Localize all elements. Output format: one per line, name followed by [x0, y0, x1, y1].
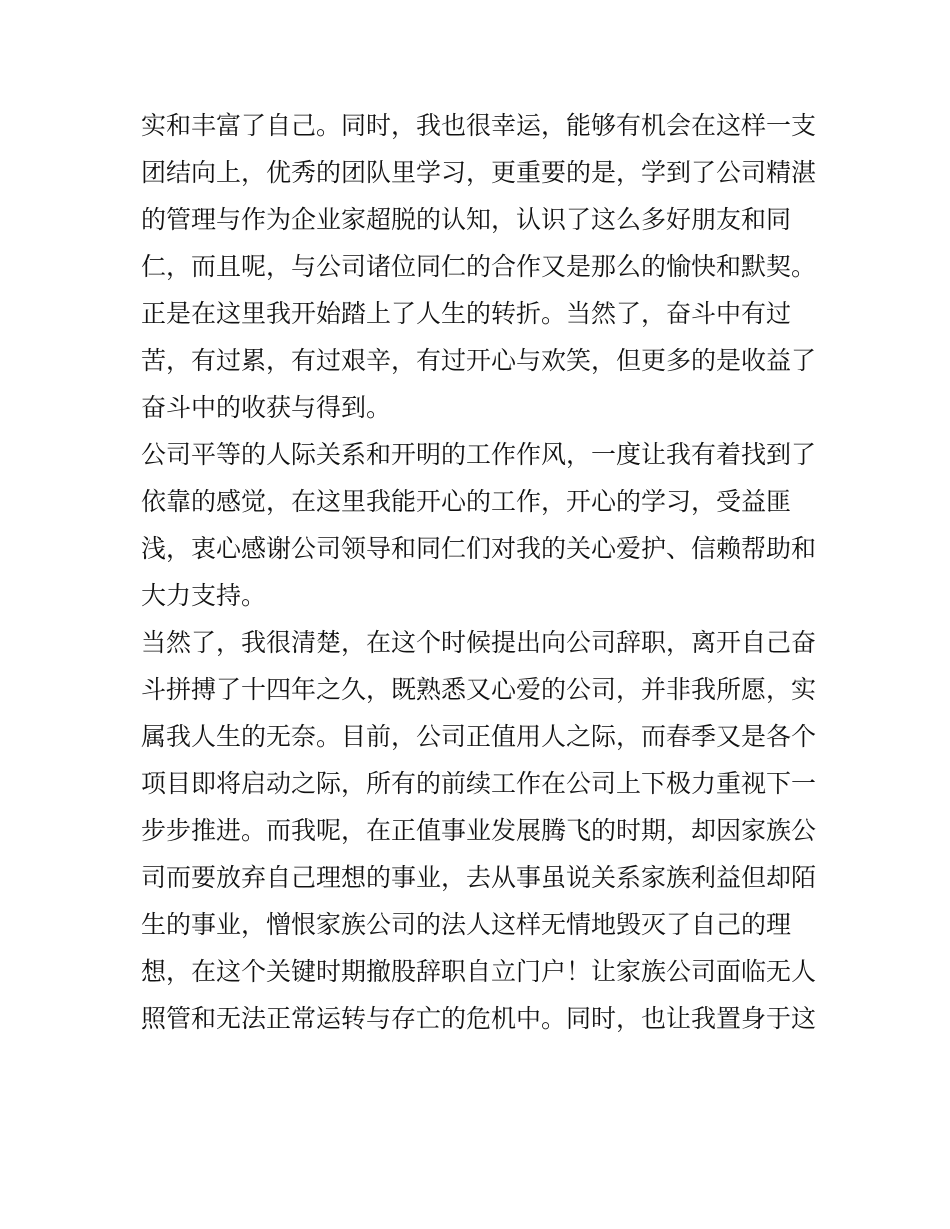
document-body: [141, 102, 821, 1042]
text-line: 正是在这里我开始踏上了人生的转折。当然了，奋斗中有过: [141, 299, 792, 328]
text-line: 照管和无法正常运转与存亡的危机中。同时，也让我置身于这: [141, 1004, 817, 1033]
text-line: 步步推进。而我呢，在正值事业发展腾飞的时期，却因家族公: [141, 816, 817, 845]
text-line: 的管理与作为企业家超脱的认知，认识了这么多好朋友和同: [141, 205, 792, 234]
text-line: 仁，而且呢，与公司诸位同仁的合作又是那么的愉快和默契。: [141, 252, 817, 281]
text-line: 想，在这个关键时期撤股辞职自立门户！让家族公司面临无人: [141, 957, 817, 986]
text-line: 司而要放弃自己理想的事业，去从事虽说关系家族利益但却陌: [141, 863, 817, 892]
text-line: 大力支持。: [141, 581, 267, 610]
text-line: 公司平等的人际关系和开明的工作作风，一度让我有着找到了: [141, 440, 817, 469]
text-line: 生的事业，憎恨家族公司的法人这样无情地毁灭了自己的理: [141, 910, 792, 939]
text-line: 团结向上，优秀的团队里学习，更重要的是，学到了公司精湛: [141, 158, 817, 187]
text-line: 当然了，我很清楚，在这个时候提出向公司辞职，离开自己奋: [141, 628, 817, 657]
text-line: 浅，衷心感谢公司领导和同仁们对我的关心爱护、信赖帮助和: [141, 534, 817, 563]
text-line: 依靠的感觉，在这里我能开心的工作，开心的学习，受益匪: [141, 487, 792, 516]
text-line: 斗拼搏了十四年之久，既熟悉又心爱的公司，并非我所愿，实: [141, 675, 817, 704]
text-line: 项目即将启动之际，所有的前续工作在公司上下极力重视下一: [141, 769, 817, 798]
text-line: 属我人生的无奈。目前，公司正值用人之际，而春季又是各个: [141, 722, 817, 751]
text-line: 实和丰富了自己。同时，我也很幸运，能够有机会在这样一支: [141, 111, 817, 140]
text-line: 苦，有过累，有过艰辛，有过开心与欢笑，但更多的是收益了: [141, 346, 817, 375]
text-line: 奋斗中的收获与得到。: [141, 393, 392, 422]
